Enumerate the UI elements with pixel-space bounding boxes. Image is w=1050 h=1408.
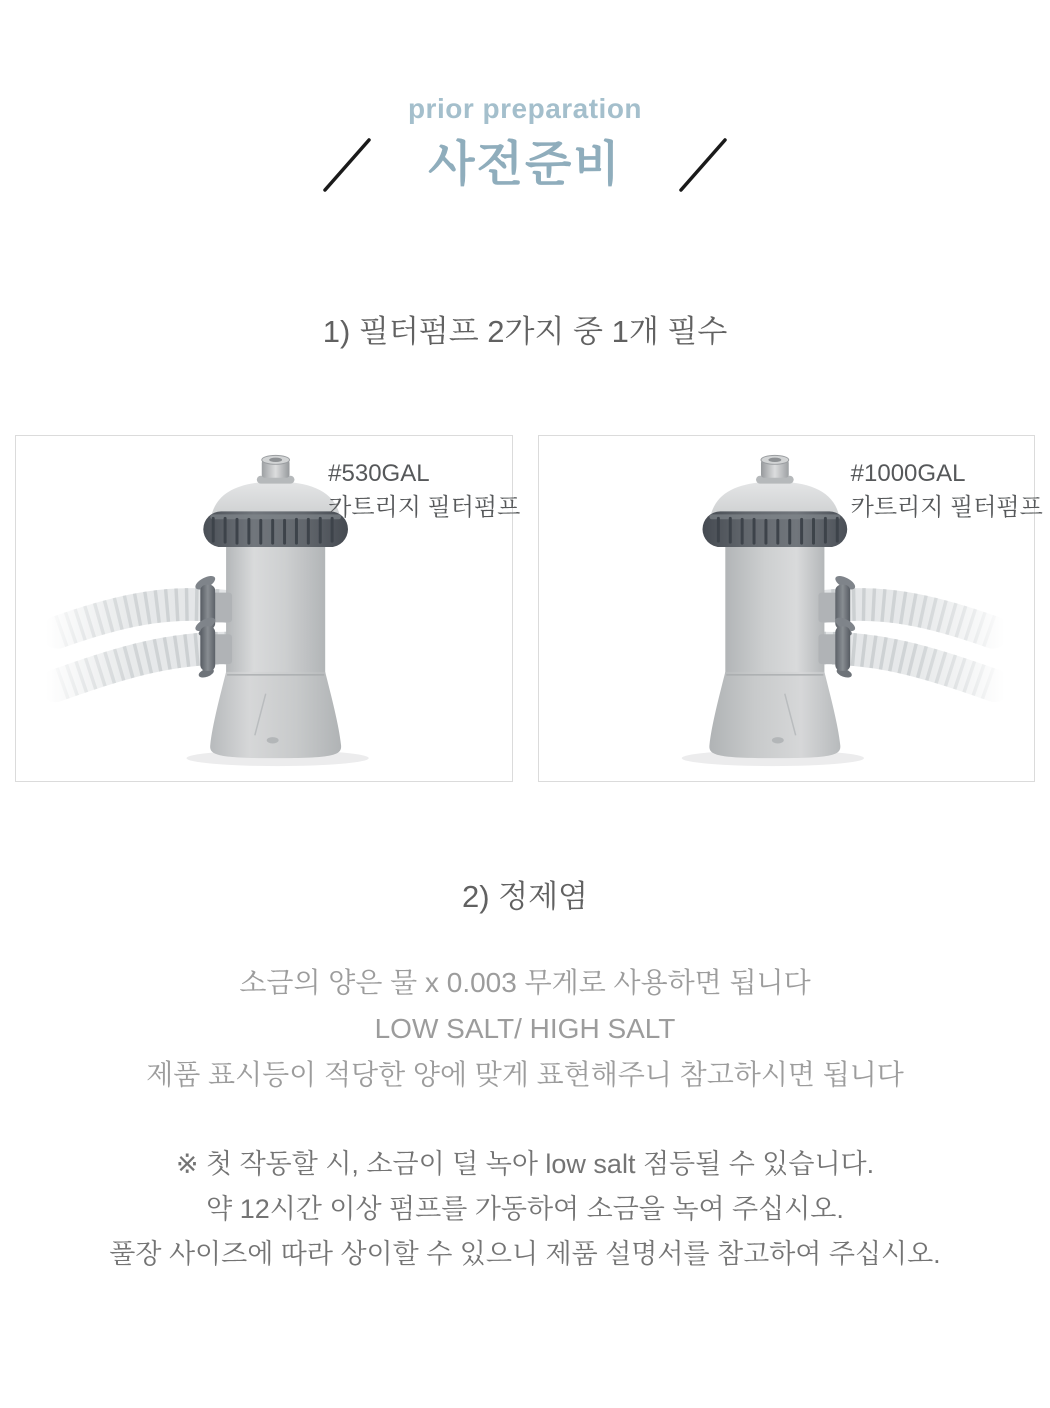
refined-salt-heading: 2) 정제염	[461, 879, 588, 914]
slash-left-icon	[322, 137, 372, 193]
product-label-1000gal	[851, 457, 1043, 525]
salt-info-line: LOW SALT/ HIGH SALT	[374, 1013, 676, 1044]
salt-info-text	[0, 960, 1050, 1098]
section-refined-salt	[0, 878, 1050, 1277]
product-card-530gal	[15, 435, 521, 782]
eyebrow-text: prior preparation	[407, 93, 643, 124]
product-model: #1000GAL	[850, 460, 966, 487]
salt-caution-line: 약 12시간 이상 펌프를 가동하여 소금을 녹여 주십시오.	[206, 1194, 844, 1224]
salt-caution-line: ※ 첫 작동할 시, 소금이 덜 녹아 low salt 점등될 수 있습니다.	[175, 1149, 875, 1179]
filter-pump-heading: 1) 필터펌프 2가지 중 1개 필수	[322, 314, 728, 349]
salt-info-line: 소금의 양은 물 x 0.003 무게로 사용하면 됩니다	[239, 967, 811, 998]
salt-info-line: 제품 표시등이 적당한 양에 맞게 표현해주니 참고하시면 됩니다	[146, 1059, 904, 1090]
salt-caution-text	[0, 1142, 1050, 1277]
salt-caution-line: 풀장 사이즈에 따라 상이할 수 있으니 제품 설명서를 참고하여 주십시오.	[109, 1239, 941, 1269]
section-header	[0, 0, 1050, 195]
page-title: 사전준비	[428, 138, 622, 191]
product-row	[0, 435, 1050, 782]
section-filter-pump	[0, 313, 1050, 782]
product-type: 카트리지 필터펌프	[328, 494, 521, 521]
product-label-530gal	[328, 457, 520, 525]
product-type: 카트리지 필터펌프	[850, 494, 1043, 521]
product-card-1000gal	[538, 435, 1043, 782]
slash-right-icon	[678, 137, 728, 193]
product-model: #530GAL	[328, 460, 430, 487]
title-row	[0, 135, 1050, 195]
